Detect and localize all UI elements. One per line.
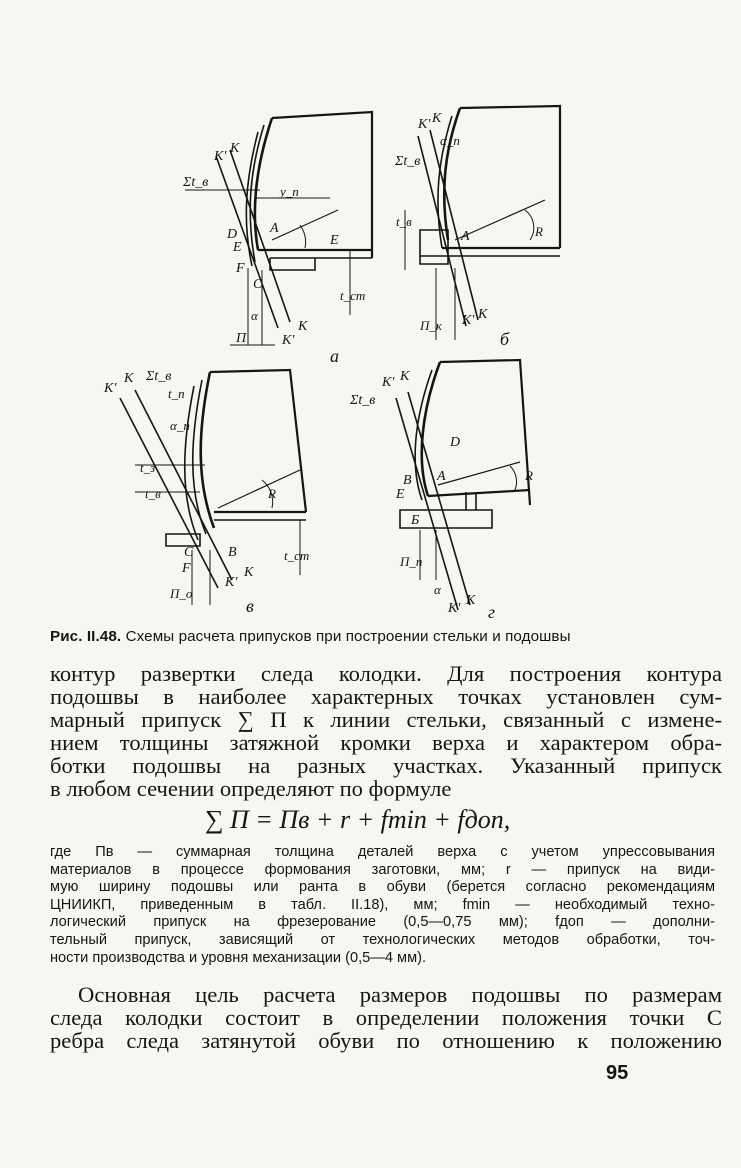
dim-label-k-prime-b: K' — [418, 117, 431, 132]
notes-line: мую ширину подошвы или ранта в обуви (берется согласно рекомендациям — [50, 879, 715, 896]
point-label-c: C — [253, 277, 263, 292]
point-label-d: D — [227, 227, 238, 242]
caption-text: Схемы расчета припусков при построении стельки и подошвы — [125, 628, 571, 645]
panel-b-diagram — [405, 106, 560, 340]
dim-label-tst-a: t_ст — [340, 288, 366, 303]
page-number: 95 — [606, 1062, 629, 1084]
point-label-a: A — [270, 221, 279, 236]
dim-label-e-arrow: E — [330, 233, 339, 248]
paragraph-1-line: подошвы в наиболее характерных точках установлен сум- — [50, 684, 722, 709]
point-label-d-g: D — [450, 435, 461, 450]
point-label-b-cyr: Б — [411, 513, 420, 528]
paragraph-2-line: Основная цель расчета размеров подошвы по размерам — [78, 982, 722, 1007]
point-label-b: B — [228, 545, 237, 560]
notes-line: тельный припуск, зависящий от технологических методов обработки, точ- — [50, 931, 715, 948]
point-label-c-v: C — [184, 545, 194, 560]
dim-label-p: П — [236, 331, 247, 346]
point-label-b-g: B — [403, 473, 412, 488]
dim-label-k-b2: K — [478, 307, 488, 322]
notes-line: материалов в процессе формования заготовки, мм; r — припуск на види- — [50, 861, 715, 878]
paragraph-2-line: ребра следа затянутой обуви по отношению к положению — [50, 1028, 722, 1053]
point-label-a-g: A — [437, 469, 446, 484]
point-label-a-b: A — [461, 229, 470, 244]
dim-label-tp: t_п — [168, 386, 185, 401]
dim-label-sum-tv-d: Σt_в — [350, 393, 376, 408]
dim-label-k-a2: K — [298, 319, 308, 334]
dim-label-alpha-p-c: α_п — [170, 418, 190, 433]
dim-label-k-prime-c: K' — [104, 381, 117, 396]
dim-label-k-prime-d2: K' — [448, 601, 461, 616]
dim-label-sum-tv-b: Σt_в — [395, 154, 421, 169]
dim-label-po: П_о — [170, 586, 193, 601]
dim-label-k-prime-d: K' — [382, 375, 395, 390]
formula: ∑ П = Пв + r + fmin + fдоп, — [205, 805, 511, 834]
point-label-f: F — [236, 261, 245, 276]
caption-number: Рис. II.48. — [50, 628, 122, 645]
paragraph-2-line: следа колодки состоит в определении положения точки С — [50, 1005, 722, 1030]
paragraph-1-line: в любом сечении определяют по формуле — [50, 776, 452, 801]
dim-label-k-c2: K — [244, 565, 254, 580]
dim-label-pp: П_п — [400, 554, 423, 569]
dim-label-k-d2: K — [466, 593, 476, 608]
dim-label-yp: y_п — [280, 184, 299, 199]
dim-label-alpha-p-b: α_п — [440, 133, 460, 148]
paragraph-2 — [50, 983, 722, 1052]
dim-label-k-a: K — [230, 141, 240, 156]
panel-label-a: а — [330, 346, 339, 366]
dim-label-alpha-a: α — [251, 308, 258, 323]
paragraph-1 — [50, 662, 722, 800]
dim-label-tv-c: t_в — [145, 486, 161, 501]
dim-label-tv-b: t_в — [396, 214, 412, 229]
dim-label-k-b: K — [432, 111, 442, 126]
dim-label-sum-tv-c: Σt_в — [146, 369, 172, 384]
panel-d-diagram — [396, 360, 530, 610]
point-label-e: E — [233, 240, 242, 255]
dim-label-r-c: R — [268, 486, 276, 501]
dim-label-k-prime-a: K' — [214, 149, 227, 164]
point-label-f-v: F — [182, 561, 191, 576]
dim-label-r-d: R — [525, 468, 533, 483]
notes-line: ЦНИИКП, приведенным в табл. II.18), мм; fmin — необходимый техно- — [50, 896, 715, 913]
figure-caption — [50, 628, 710, 645]
dim-label-k-c: K — [124, 371, 134, 386]
paragraph-1-line: контур развертки следа колодки. Для построения контура — [50, 661, 722, 686]
dim-label-tst-c: t_ст — [284, 548, 310, 563]
point-label-e-g: E — [396, 487, 405, 502]
dim-label-tz: t_з — [140, 460, 156, 475]
paragraph-1-line: ботки подошвы на разных участках. Указанный припуск — [50, 753, 722, 778]
notes-line: где Пв — суммарная толщина деталей верха с учетом упрессовывания — [50, 844, 715, 860]
dim-label-pk: П_к — [420, 318, 442, 333]
notes-line: логический припуск на фрезерование (0,5—0,75 мм); fдоп — дополни- — [50, 914, 715, 931]
paragraph-1-line: марный припуск ∑ П к линии стельки, связанный с измене- — [50, 707, 722, 732]
dim-label-k-d: K — [400, 369, 410, 384]
dim-label-sum-tv-a: Σt_в — [183, 175, 209, 190]
panel-label-b: б — [500, 329, 510, 349]
dim-label-k-prime-c2: K' — [225, 575, 238, 590]
dim-label-alpha-d: α — [434, 582, 441, 597]
panel-label-d: г — [488, 602, 496, 622]
dim-label-k-prime-a2: K' — [282, 333, 295, 348]
notes-line: ности производства и уровня механизации (0,5—4 мм). — [50, 949, 427, 966]
paragraph-1-line: нием толщины затяжной кромки верха и характером обра- — [50, 730, 722, 755]
dim-label-r-b: R — [535, 224, 543, 239]
formula-notes — [50, 844, 715, 967]
panel-label-c: в — [246, 596, 254, 616]
dim-label-k-prime-b2: K' — [462, 313, 475, 328]
